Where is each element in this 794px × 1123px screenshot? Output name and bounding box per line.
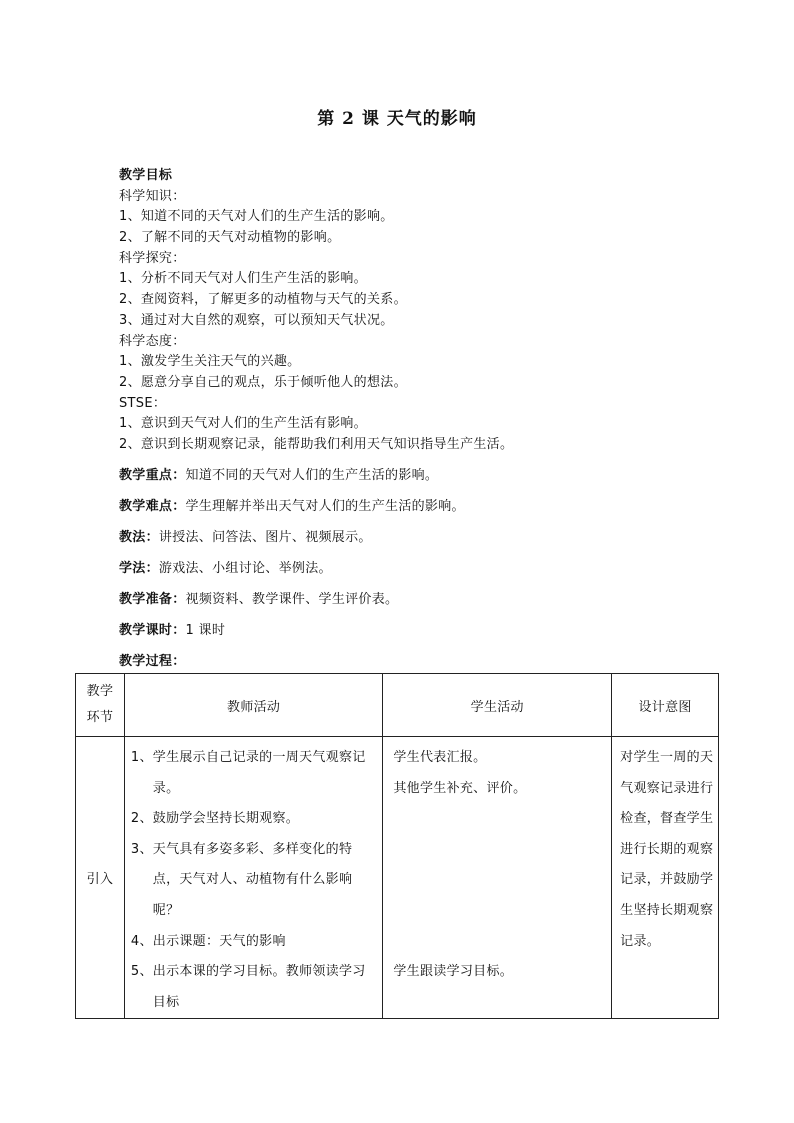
field-label: 教学准备： (119, 591, 186, 607)
lesson-field (119, 553, 719, 584)
objective-line: 2、了解不同的天气对动植物的影响。 (119, 230, 341, 246)
objective-line: 2、查阅资料，了解更多的动植物与天气的关系。 (119, 292, 407, 308)
header-teacher: 教师活动 (124, 674, 382, 737)
lesson-fields (119, 460, 719, 677)
field-value: 知道不同的天气对人们的生产生活的影响。 (185, 467, 439, 483)
teacher-item (125, 804, 382, 835)
student-item: 其他学生补充、评价。 (393, 780, 527, 796)
objective-line: 3、通过对大自然的观察，可以预知天气状况。 (119, 312, 394, 328)
student-item: 学生跟读学习目标。 (393, 964, 514, 980)
field-label: 教法： (119, 529, 159, 545)
header-intent: 设计意图 (612, 674, 719, 737)
teacher-item (125, 743, 382, 804)
teacher-item-number: 3、 (130, 841, 153, 857)
lesson-field (119, 522, 719, 553)
teacher-item-number: 1、 (130, 750, 153, 765)
objective-line: 1、激发学生关注天气的兴趣。 (119, 354, 301, 370)
header-stage-line2: 环节 (86, 710, 114, 725)
field-value: 学生理解并举出天气对人们的生产生活的影响。 (185, 498, 465, 514)
teacher-activity-cell (124, 737, 382, 1019)
header-stage (76, 674, 125, 737)
header-stage-line1: 教学 (86, 684, 114, 699)
design-intent-text: 对学生一周的天气观察记录进行检查，督查学生进行长期的观察记录，并鼓励学生坚持长期观察记录。 (620, 750, 714, 949)
objective-line: 2、意识到长期观察记录，能帮助我们利用天气知识指导生产生活。 (119, 436, 514, 452)
field-value: 视频资料、教学课件、学生评价表。 (185, 591, 399, 607)
student-activity-cell (383, 737, 612, 1019)
teaching-process-table (75, 673, 719, 1019)
teacher-item (125, 927, 382, 958)
field-label: 教学课时： (119, 622, 186, 638)
lesson-field (119, 646, 719, 677)
teacher-item (125, 835, 382, 927)
teacher-item-number: 4、 (130, 933, 153, 949)
field-label: 教学过程： (119, 653, 186, 669)
objective-line: 1、意识到天气对人们的生产生活有影响。 (119, 416, 367, 432)
lesson-title: 第 2 课 天气的影响 (317, 109, 477, 129)
table-header-row (76, 674, 719, 737)
objective-line: STSE： (119, 395, 167, 411)
header-student: 学生活动 (383, 674, 612, 737)
teacher-item-text: 出示课题：天气的影响 (152, 933, 286, 949)
lesson-field (119, 460, 719, 491)
objective-line: 科学探究： (119, 250, 186, 266)
objective-line: 2、愿意分享自己的观点，乐于倾听他人的想法。 (119, 374, 407, 390)
field-value: 游戏法、小组讨论、举例法。 (158, 560, 332, 576)
field-label: 教学难点： (119, 498, 186, 514)
teacher-item-text: 鼓励学会坚持长期观察。 (152, 811, 300, 827)
teacher-item-number: 2、 (130, 811, 153, 827)
field-label: 学法： (119, 560, 159, 576)
lesson-body (119, 166, 719, 677)
objective-line: 科学知识： (119, 188, 186, 204)
objective-line: 1、分析不同天气对人们生产生活的影响。 (119, 271, 367, 287)
design-intent-cell (612, 737, 719, 1019)
teacher-item-text: 天气具有多姿多彩、多样变化的特点，天气对人、动植物有什么影响呢？ (152, 841, 353, 918)
stage-cell: 引入 (76, 737, 125, 1019)
field-label: 教学重点： (119, 467, 186, 483)
field-value: 讲授法、问答法、图片、视频展示。 (158, 529, 372, 545)
objective-line: 1、知道不同的天气对人们的生产生活的影响。 (119, 209, 394, 225)
section-heading: 教学目标 (119, 168, 173, 183)
teacher-item-text: 学生展示自己记录的一周天气观察记录。 (152, 750, 366, 796)
field-value: 1 课时 (185, 622, 226, 638)
objective-line: 科学态度： (119, 333, 186, 349)
lesson-field (119, 491, 719, 522)
table-row (76, 737, 719, 1019)
lesson-field (119, 584, 719, 615)
teacher-item-number: 5、 (130, 964, 153, 980)
teacher-item (125, 957, 382, 1018)
student-cell-spacer (383, 804, 611, 957)
student-item: 学生代表汇报。 (393, 750, 487, 765)
lesson-field (119, 615, 719, 646)
objectives-section (119, 166, 719, 456)
teacher-item-text: 出示本课的学习目标。教师领读学习目标 (152, 964, 366, 1010)
